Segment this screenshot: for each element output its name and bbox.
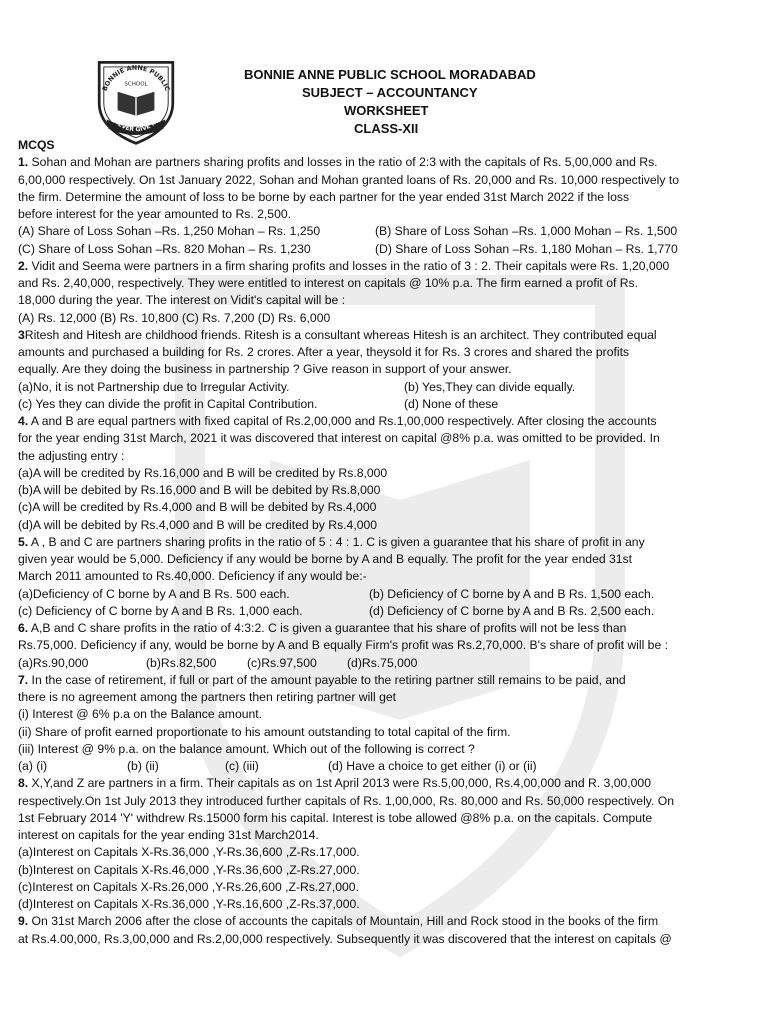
- q6-option-a: (a)Rs.90,000: [18, 655, 89, 670]
- q5-option-b: (b) Deficiency of C borne by A and B Rs. 1,500 each.: [369, 586, 655, 601]
- q7-option-b: (b) (ii): [127, 759, 159, 773]
- q3-line: equally. Are they doing the business in partnership ? Give reason in support of your answer.: [18, 362, 512, 377]
- q7-line: (iii) Interest @ 9% p.a. on the balance amount. Which out of the following is correct ?: [18, 741, 475, 756]
- q8-option-a: (a)Interest on Capitals X-Rs.36,000 ,Y-Rs.36,600 ,Z-Rs.17,000.: [18, 845, 360, 860]
- q5-line: given year would be 5,000. Deficiency if any would be borne by A and B equally. The profit for the year ended 31st: [18, 552, 633, 566]
- question-6: 6. A,B and C share profits in the ratio of 4:3:2. C is given a guarantee that his share of profits will not be less than: [18, 621, 627, 635]
- q4-option-c: (c)A will be credited by Rs.4,000 and B will be debited by Rs.4,000: [18, 500, 377, 515]
- q4-line: the adjusting entry :: [18, 448, 125, 463]
- q5-options-row: [18, 586, 752, 603]
- q7-options-row: [18, 758, 752, 775]
- q1-options-row: [18, 241, 752, 258]
- q3-option-c: (c) Yes they can divide the profit in Capital Contribution.: [18, 396, 318, 411]
- question-9: 9. On 31st March 2006 after the close of accounts the capitals of Mountain, Hill and Rock stood in the books of the firm: [18, 914, 659, 929]
- q3-line: amounts and purchased a building for Rs. 2 crores. After a year, theysold it for Rs. 3 crores and shared the profits: [18, 345, 630, 359]
- q2-line: and Rs. 2,40,000, respectively. They were entitled to interest on capitals @ 10% p.a. The firm earned a profit of Rs.: [18, 276, 639, 290]
- question-2: 2. Vidit and Seema were partners in a firm sharing profits and losses in the ratio of 3 : 2. Their capitals were Rs. 1,20,000: [18, 258, 670, 273]
- question-5: 5. A , B and C are partners sharing profits in the ratio of 5 : 4 : 1. C is given a guarantee that his share of profit in any: [18, 534, 645, 549]
- q5-options-row: [18, 603, 752, 620]
- question-8: 8. X,Y,and Z are partners in a firm. Their capitals as on 1st April 2013 were Rs.5,00,000, Rs.4,00,000 and R. 3,00,000: [18, 776, 651, 791]
- class-title: CLASS-XII: [354, 121, 419, 136]
- q7-line: there is no agreement among the partners then retiring partner will get: [18, 690, 397, 704]
- q7-option-a: (a) (i): [18, 759, 48, 773]
- q8-option-b: (b)Interest on Capitals X-Rs.46,000 ,Y-Rs.36,600 ,Z-Rs.27,000.: [18, 862, 360, 877]
- q8-line: respectively.On 1st July 2013 they introduced further capitals of Rs. 1,00,000, Rs. 80,000 and Rs. 50,000 respectively. On: [18, 793, 674, 808]
- q4-option-b: (b)A will be debited by Rs.16,000 and B will be debited by Rs.8,000: [18, 483, 381, 497]
- q6-option-b: (b)Rs.82,500: [146, 655, 217, 670]
- q1-option-a: (A) Share of Loss Sohan –Rs. 1,250 Mohan – Rs. 1,250: [18, 224, 321, 239]
- q6-option-d: (d)Rs.75,000: [347, 655, 418, 670]
- svg-text:BONNIE ANNE PUBLIC: BONNIE ANNE PUBLIC: [100, 63, 172, 93]
- question-4: 4. A and B are equal partners with fixed capital of Rs.2,00,000 and Rs.1,00,000 respectively. After closing the accounts: [18, 414, 657, 428]
- q8-option-c: (c)Interest on Capitals X-Rs.26,000 ,Y-Rs.26,600 ,Z-Rs.27,000.: [18, 879, 359, 894]
- q7-option-d: (d) Have a choice to get either (i) or (ii): [328, 759, 537, 773]
- q8-line: 1st February 2014 'Y' withdrew Rs.15000 form his capital. Interest is tobe allowed @8% p.a. on the capitals. Compute: [18, 810, 653, 825]
- q2-options: (A) Rs. 12,000 (B) Rs. 10,800 (C) Rs. 7,200 (D) Rs. 6,000: [18, 310, 331, 325]
- section-heading: MCQS: [18, 138, 55, 152]
- q8-option-d: (d)Interest on Capitals X-Rs.36,000 ,Y-Rs.16,600 ,Z-Rs.37,000.: [18, 897, 360, 911]
- q7-line: (i) Interest @ 6% p.a on the Balance amount.: [18, 707, 263, 722]
- q1-line: 6,00,000 respectively. On 1st January 2022, Sohan and Mohan granted loans of Rs. 20,000 and Rs. 10,000 respectively to: [18, 172, 680, 187]
- q1-line: the firm. Determine the amount of loss to be borne by each partner for the year ended 31st March 2022 if the loss: [18, 189, 630, 204]
- q4-line: for the year ending 31st March, 2021 it was discovered that interest on capital @8% p.a. was omitted to be provided. In: [18, 431, 660, 446]
- subject-title: SUBJECT – ACCOUNTANCY: [302, 85, 478, 100]
- question-3: 3Ritesh and Hitesh are childhood friends. Ritesh is a consultant whereas Hitesh is an architect. They contributed equal: [18, 327, 657, 342]
- school-name: BONNIE ANNE PUBLIC SCHOOL MORADABAD: [244, 67, 536, 82]
- q2-line: 18,000 during the year. The interest on Vidit's capital will be :: [18, 293, 346, 308]
- q5-option-d: (d) Deficiency of C borne by A and B Rs. 2,500 each.: [369, 603, 655, 618]
- q9-line: at Rs.4.00,000, Rs.3,00,000 and Rs.2,00,000 respectively. Subsequently it was discovered that the interest on capitals @: [18, 931, 672, 946]
- q4-option-d: (d)A will be debited by Rs.4,000 and B will be credited by Rs.4,000: [18, 517, 378, 532]
- q1-option-c: (C) Share of Loss Sohan –Rs. 820 Mohan – Rs. 1,230: [18, 241, 311, 256]
- q3-options-row: [18, 379, 752, 396]
- q6-options-row: [18, 655, 752, 672]
- q7-line: (ii) Share of profit earned proportionate to his amount outstanding to total capital of the firm.: [18, 724, 511, 739]
- q3-option-b: (b) Yes,They can divide equally.: [404, 379, 576, 394]
- q1-option-d: (D) Share of Loss Sohan –Rs. 1,180 Mohan – Rs. 1,770: [375, 241, 678, 256]
- q6-option-c: (c)Rs.97,500: [247, 655, 317, 670]
- q8-line: interest on capitals for the year ending 31st March2014.: [18, 828, 319, 842]
- school-logo: [90, 55, 182, 147]
- worksheet-title: WORKSHEET: [344, 103, 429, 118]
- svg-text:SCHOOL: SCHOOL: [124, 81, 148, 88]
- q5-line: March 2011 amounted to Rs.40,000. Deficiency if any would be:-: [18, 569, 367, 584]
- q5-option-a: (a)Deficiency of C borne by A and B Rs. 500 each.: [18, 586, 290, 601]
- q7-option-c: (c) (iii): [225, 759, 259, 773]
- q6-line: Rs.75,000. Deficiency if any, would be borne by A and B equally Firm's profit was Rs.2,70,000. B's share of profit will be :: [18, 638, 669, 653]
- q1-line: before interest for the year amounted to Rs. 2,500.: [18, 207, 292, 221]
- q5-option-c: (c) Deficiency of C borne by A and B Rs. 1,000 each.: [18, 603, 303, 618]
- q3-option-a: (a)No, it is not Partnership due to Irregular Activity.: [18, 379, 290, 394]
- q3-options-row: [18, 396, 752, 413]
- q4-option-a: (a)A will be credited by Rs.16,000 and B will be credited by Rs.8,000: [18, 465, 388, 480]
- q1-option-b: (B) Share of Loss Sohan –Rs. 1,000 Mohan – Rs. 1,500: [375, 224, 678, 239]
- question-list: [18, 137, 752, 948]
- question-7: 7. In the case of retirement, if full or part of the amount payable to the retiring partner still remains to be paid, and: [18, 672, 626, 687]
- question-1: 1. Sohan and Mohan are partners sharing profits and losses in the ratio of 2:3 with the capitals of Rs. 5,00,000 and Rs.: [18, 155, 658, 170]
- svg-text:NEVER GIVE IN: NEVER GIVE IN: [112, 117, 160, 134]
- q3-option-d: (d) None of these: [404, 396, 499, 411]
- q1-options-row: [18, 223, 752, 240]
